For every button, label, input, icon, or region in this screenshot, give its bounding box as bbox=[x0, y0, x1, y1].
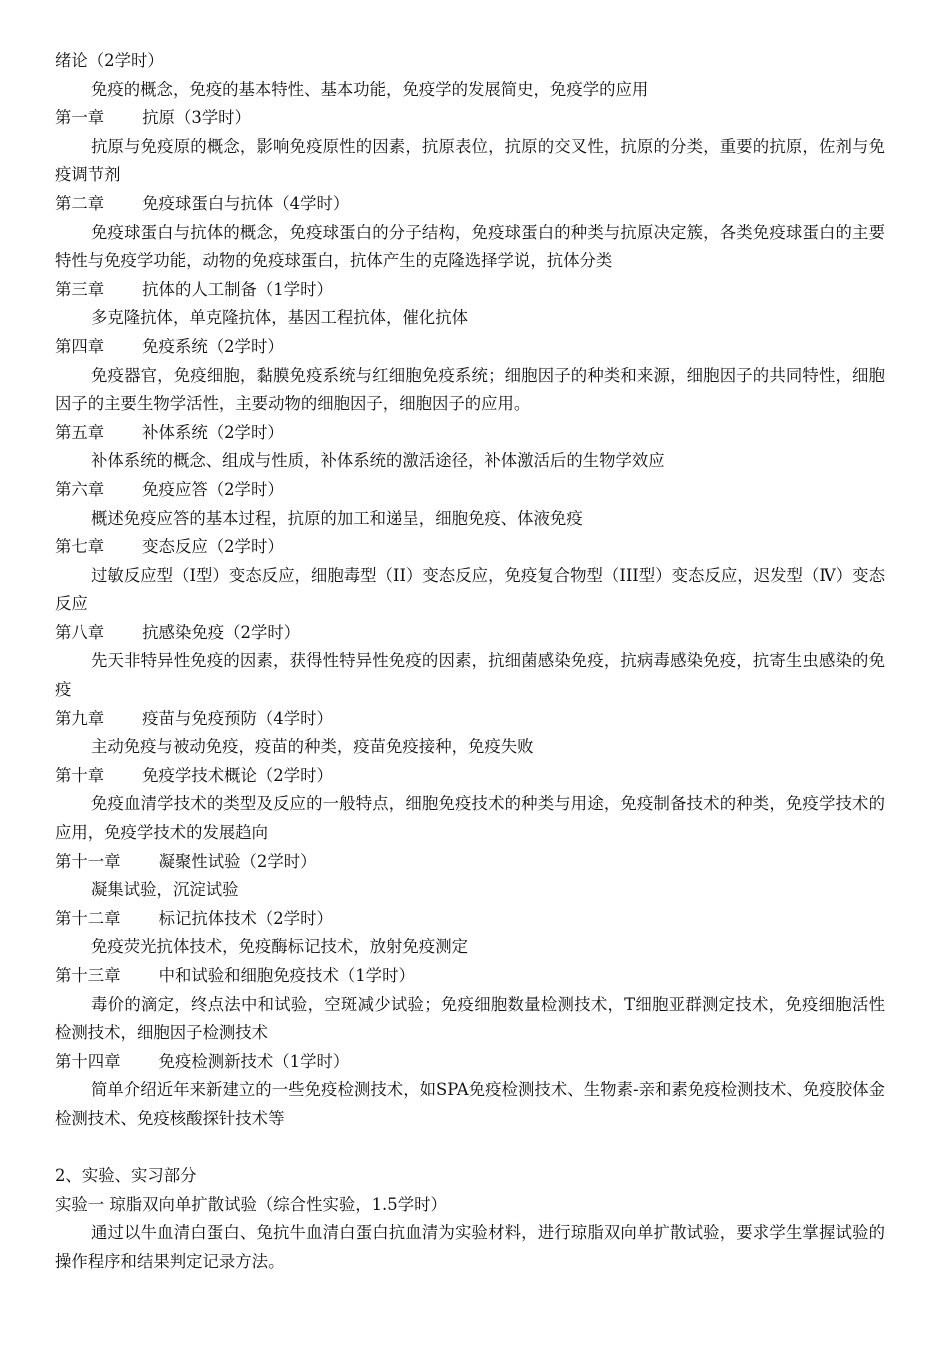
chapter-body-8: 先天非特异性免疫的因素，获得性特异性免疫的因素，抗细菌感染免疫，抗病毒感染免疫，抗寄生虫感染的免疫 bbox=[55, 651, 885, 700]
chapter-heading-11 bbox=[55, 848, 885, 877]
chapter-number: 第一章 bbox=[55, 108, 105, 128]
blank-line bbox=[55, 1134, 885, 1163]
chapter-number: 第十一章 bbox=[55, 851, 121, 871]
chapter-number: 第十三章 bbox=[55, 966, 121, 985]
chapter-heading-4 bbox=[55, 333, 885, 362]
chapter-body-2: 免疫球蛋白与抗体的概念，免疫球蛋白的分子结构，免疫球蛋白的种类与抗原决定簇，各类免疫球蛋白的主要特性与免疫学功能，动物的免疫球蛋白，抗体产生的克隆选择学说，抗体分类 bbox=[55, 222, 885, 271]
chapter-body-13: 毒价的滴定，终点法中和试验，空斑减少试验；免疫细胞数量检测技术，T细胞亚群测定技术，免疫细胞活性检测技术，细胞因子检测技术 bbox=[55, 994, 885, 1043]
chapter-title: 免疫检测新技术（1学时） bbox=[158, 1051, 350, 1071]
document-page bbox=[55, 47, 885, 1277]
chapter-body-10: 免疫血清学技术的类型及反应的一般特点，细胞免疫技术的种类与用途，免疫制备技术的种类，免疫学技术的应用，免疫学技术的发展趋向 bbox=[55, 794, 885, 843]
chapter-title: 抗感染免疫（2学时） bbox=[142, 622, 301, 642]
chapter-title: 抗体的人工制备（1学时） bbox=[142, 279, 333, 299]
chapter-body-5: 补体系统的概念、组成与性质，补体系统的激活途径，补体激活后的生物学效应 bbox=[91, 451, 665, 471]
chapter-title: 中和试验和细胞免疫技术（1学时） bbox=[158, 966, 415, 985]
chapter-heading-3 bbox=[55, 276, 885, 305]
chapter-title: 免疫学技术概论（2学时） bbox=[142, 765, 333, 785]
chapter-title: 疫苗与免疫预防（4学时） bbox=[142, 708, 333, 728]
chapter-number: 第六章 bbox=[55, 479, 105, 499]
chapter-heading-1 bbox=[55, 104, 885, 133]
chapter-heading-6 bbox=[55, 476, 885, 505]
chapter-number: 第三章 bbox=[55, 279, 105, 299]
lab-part-heading: 2、实验、实习部分 bbox=[55, 1166, 197, 1186]
section-body-intro: 免疫的概念，免疫的基本特性、基本功能，免疫学的发展简史，免疫学的应用 bbox=[91, 79, 649, 99]
chapter-number: 第九章 bbox=[55, 708, 105, 728]
chapter-title: 标记抗体技术（2学时） bbox=[158, 908, 333, 928]
chapter-heading-2 bbox=[55, 190, 885, 219]
experiment-body: 通过以牛血清白蛋白、兔抗牛血清白蛋白抗血清为实验材料，进行琼脂双向单扩散试验，要求学生掌握试验的操作程序和结果判定记录方法。 bbox=[55, 1223, 885, 1271]
chapter-body-3: 多克隆抗体，单克隆抗体，基因工程抗体，催化抗体 bbox=[91, 308, 468, 328]
chapter-body-11: 凝集试验，沉淀试验 bbox=[91, 880, 239, 900]
chapter-title: 变态反应（2学时） bbox=[142, 537, 284, 557]
chapter-number: 第十四章 bbox=[55, 1051, 121, 1071]
chapter-title: 补体系统（2学时） bbox=[142, 422, 284, 442]
chapter-number: 第八章 bbox=[55, 622, 105, 642]
chapter-number: 第十章 bbox=[55, 765, 105, 785]
chapter-number: 第二章 bbox=[55, 193, 105, 213]
chapter-number: 第四章 bbox=[55, 336, 105, 356]
chapter-heading-9 bbox=[55, 705, 885, 734]
chapter-heading-8 bbox=[55, 619, 885, 648]
chapter-title: 免疫球蛋白与抗体（4学时） bbox=[142, 193, 350, 213]
chapter-title: 免疫系统（2学时） bbox=[142, 336, 284, 356]
chapter-body-4: 免疫器官，免疫细胞，黏膜免疫系统与红细胞免疫系统；细胞因子的种类和来源，细胞因子的共同特性，细胞因子的主要生物学活性，主要动物的细胞因子，细胞因子的应用。 bbox=[55, 365, 885, 414]
chapter-body-14: 简单介绍近年来新建立的一些免疫检测技术，如SPA免疫检测技术、生物素-亲和素免疫检测技术、免疫胶体金检测技术、免疫核酸探针技术等 bbox=[55, 1080, 885, 1128]
chapter-body-7: 过敏反应型（Ⅰ型）变态反应，细胞毒型（II）变态反应，免疫复合物型（III型）变态反应，迟发型（Ⅳ）变态反应 bbox=[55, 565, 885, 614]
chapter-heading-14 bbox=[55, 1048, 885, 1077]
chapter-heading-5 bbox=[55, 419, 885, 448]
chapter-heading-12 bbox=[55, 905, 885, 934]
chapter-number: 第十二章 bbox=[55, 908, 121, 928]
chapter-title: 凝聚性试验（2学时） bbox=[158, 851, 317, 871]
chapter-heading-10 bbox=[55, 762, 885, 791]
chapter-body-6: 概述免疫应答的基本过程，抗原的加工和递呈，细胞免疫、体液免疫 bbox=[91, 508, 583, 528]
chapter-body-12: 免疫荧光抗体技术，免疫酶标记技术，放射免疫测定 bbox=[91, 937, 468, 957]
chapter-number: 第七章 bbox=[55, 537, 105, 557]
chapter-heading-13 bbox=[55, 962, 885, 991]
section-title-intro: 绪论（2学时） bbox=[55, 51, 164, 70]
chapter-number: 第五章 bbox=[55, 422, 105, 442]
chapter-body-9: 主动免疫与被动免疫，疫苗的种类，疫苗免疫接种，免疫失败 bbox=[91, 737, 534, 757]
chapter-title: 免疫应答（2学时） bbox=[142, 479, 284, 499]
chapter-title: 抗原（3学时） bbox=[142, 108, 251, 128]
chapter-body-1: 抗原与免疫原的概念，影响免疫原性的因素，抗原表位，抗原的交叉性，抗原的分类，重要的抗原，佐剂与免疫调节剂 bbox=[55, 136, 885, 185]
chapter-heading-7 bbox=[55, 533, 885, 562]
experiment-title: 实验一 琼脂双向单扩散试验（综合性实验，1.5学时） bbox=[55, 1194, 447, 1214]
